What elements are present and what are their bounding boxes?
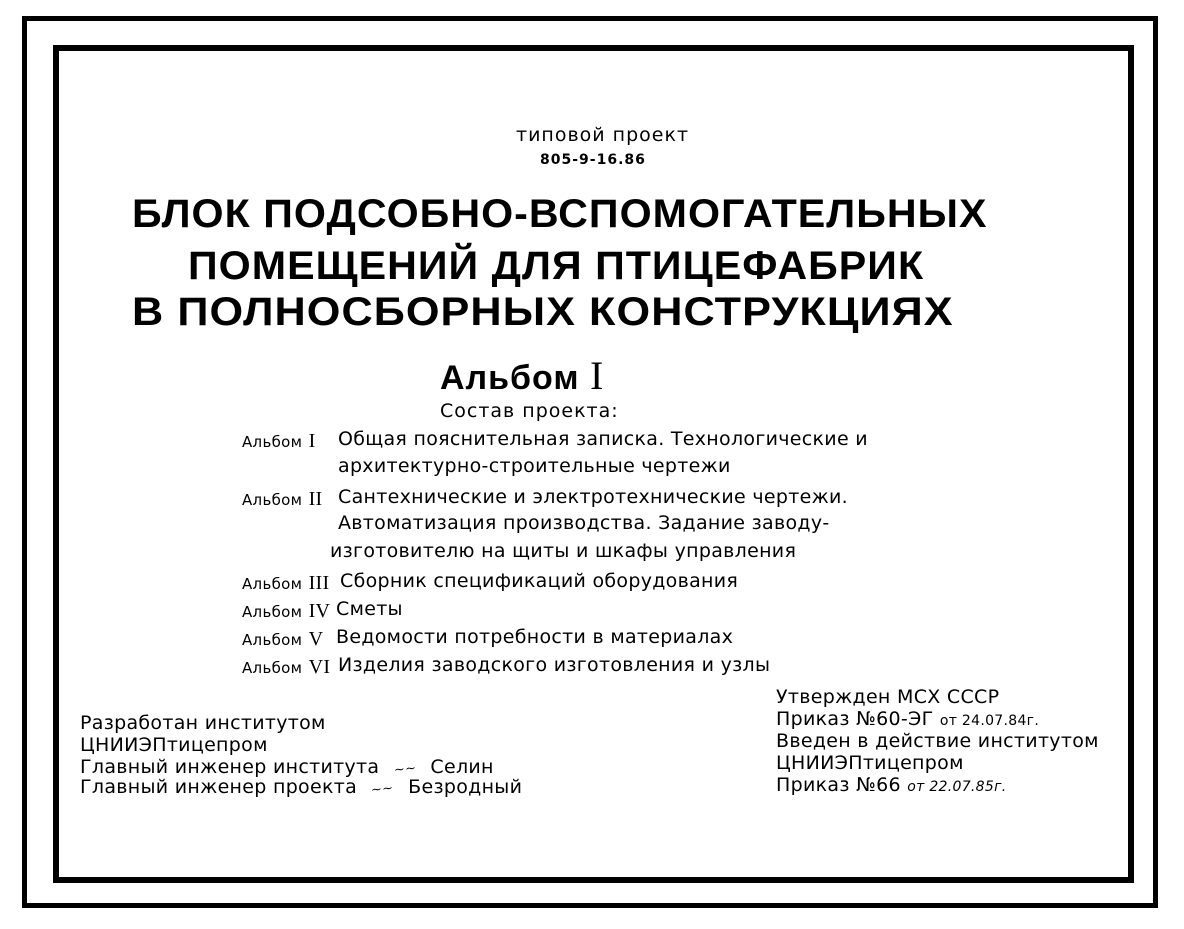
project-type-label: типовой проект [516, 124, 690, 146]
contents-item-text: Автоматизация производства. Задание заводу- [338, 512, 830, 534]
signature-mark: ~~ [392, 760, 417, 779]
contents-heading: Состав проекта: [440, 400, 619, 422]
approval-enacted: Введен в действие институтом [776, 730, 1099, 752]
album-numeral: IV [308, 600, 331, 622]
approval-order-1 [776, 708, 1039, 730]
album-numeral: I [308, 430, 316, 452]
album-numeral: III [308, 572, 330, 594]
contents-item-text: Общая пояснительная записка. Технологические и [338, 428, 868, 450]
approval-institute: ЦНИИЭПтицепром [776, 752, 964, 774]
chief-engineer-row [80, 756, 494, 778]
contents-item-text: Сантехнические и электротехнические чертежи. [338, 486, 849, 508]
signature-mark: ~~ [370, 780, 395, 799]
order-2-number: Приказ №66 [776, 774, 901, 796]
contents-item [242, 656, 330, 679]
chief-engineer-name: Селин [430, 756, 494, 778]
album-numeral: II [308, 488, 323, 510]
order-2-date: от 22.07.85г. [907, 779, 1007, 795]
title-line-2: ПОМЕЩЕНИЙ ДЛЯ ПТИЦЕФАБРИК [188, 244, 925, 288]
contents-item-text: Сборник спецификаций оборудования [340, 570, 739, 592]
project-engineer-row [80, 776, 522, 798]
album-numeral: I [589, 353, 605, 398]
album-label: Альбом [242, 631, 303, 649]
contents-item-text: архитектурно-строительные чертежи [338, 455, 731, 477]
album-numeral: V [308, 628, 324, 650]
chief-engineer-label: Главный инженер института [80, 756, 380, 778]
contents-item [242, 628, 323, 651]
approval-order-2 [776, 774, 1006, 796]
album-numeral: VI [308, 656, 331, 678]
contents-item [242, 488, 323, 511]
title-line-3: В ПОЛНОСБОРНЫХ КОНСТРУКЦИЯХ [132, 290, 954, 334]
contents-item-text: изготовителю на щиты и шкафы управления [330, 540, 797, 562]
title-line-1: БЛОК ПОДСОБНО-ВСПОМОГАТЕЛЬНЫХ [132, 192, 988, 236]
contents-item-text: Ведомости потребности в материалах [336, 626, 734, 648]
contents-item [242, 600, 330, 623]
order-1-number: Приказ №60-ЭГ [776, 708, 934, 730]
album-word: Альбом [440, 359, 580, 397]
developer-line: Разработан институтом [80, 712, 326, 734]
approval-line: Утвержден МСХ СССР [776, 686, 1000, 708]
album-label: Альбом [242, 575, 303, 593]
album-label: Альбом [242, 603, 303, 621]
project-engineer-name: Безродный [408, 776, 523, 798]
developer-institute: ЦНИИЭПтицепром [80, 734, 268, 756]
contents-item-text: Изделия заводского изготовления и узлы [338, 654, 771, 676]
project-engineer-label: Главный инженер проекта [80, 776, 358, 798]
order-1-date: от 24.07.84г. [939, 713, 1040, 729]
album-label: Альбом [242, 433, 303, 451]
album-heading [440, 352, 604, 399]
contents-item [242, 430, 316, 453]
project-code: 805-9-16.86 [540, 152, 646, 168]
album-label: Альбом [242, 659, 303, 677]
contents-item-text: Сметы [336, 598, 403, 620]
album-label: Альбом [242, 491, 303, 509]
contents-item [242, 572, 329, 595]
